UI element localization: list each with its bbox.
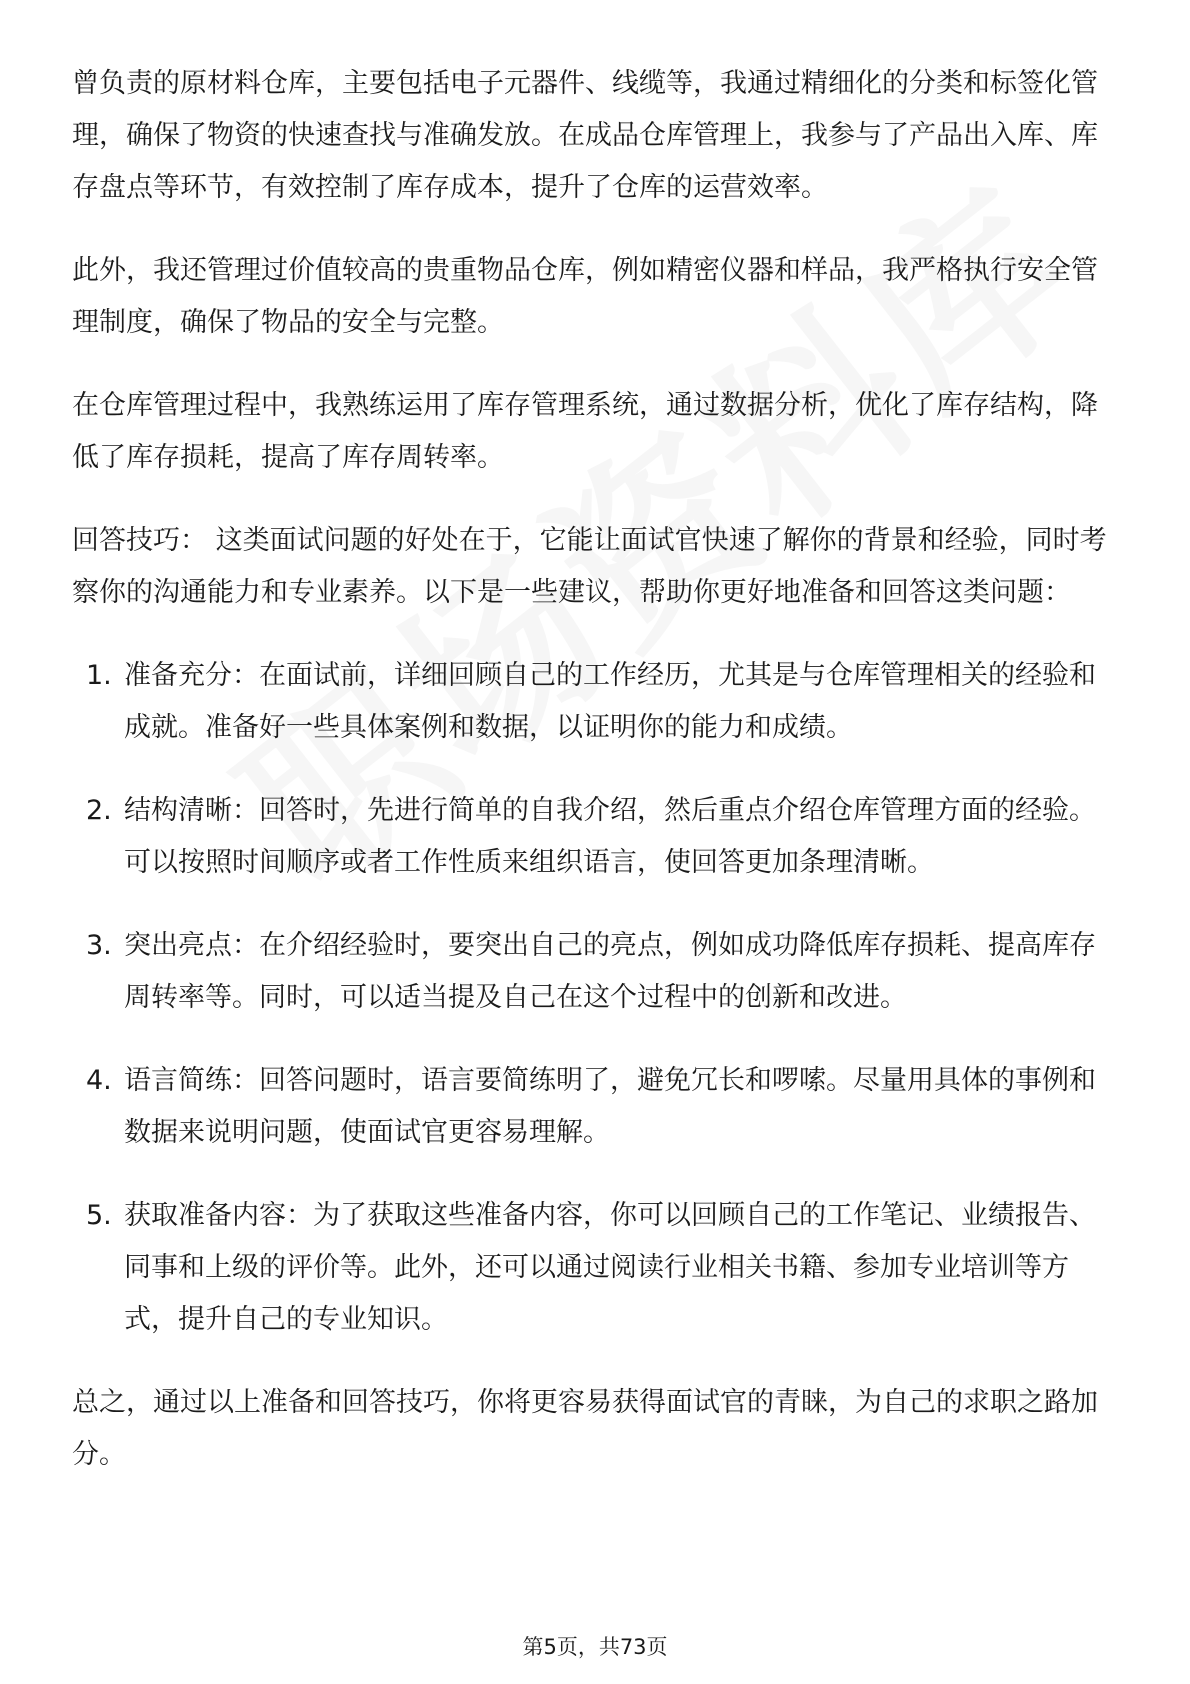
list-item-text: 语言简练：回答问题时，语言要简练明了，避免冗长和啰嗦。尽量用具体的事例和数据来说明问题，使面试官更容易理解。 <box>124 1065 1096 1148</box>
paragraph-answer-tips: 回答技巧： 这类面试问题的好处在于，它能让面试官快速了解你的背景和经验，同时考察你的沟通能力和专业素养。以下是一些建议，帮助你更好地准备和回答这类问题： <box>72 525 1107 608</box>
list-item <box>72 650 1122 754</box>
list-item-number: 3. <box>86 930 112 961</box>
list-item <box>72 920 1122 1024</box>
list-item-number: 2. <box>86 795 112 826</box>
paragraph-warehouse-experience: 曾负责的原材料仓库，主要包括电子元器件、线缆等，我通过精细化的分类和标签化管理，确保了物资的快速查找与准确发放。在成品仓库管理上，我参与了产品出入库、库存盘点等环节，有效控制了库存成本，提升了仓库的运营效率。 <box>72 68 1098 203</box>
document-body <box>72 58 1122 1481</box>
paragraph-inventory-system: 在仓库管理过程中，我熟练运用了库存管理系统，通过数据分析，优化了库存结构，降低了库存损耗，提高了库存周转率。 <box>72 390 1098 473</box>
list-item-text: 结构清晰：回答时，先进行简单的自我介绍，然后重点介绍仓库管理方面的经验。可以按照时间顺序或者工作性质来组织语言，使回答更加条理清晰。 <box>124 795 1096 878</box>
list-item <box>72 1190 1122 1346</box>
list-item-number: 4. <box>86 1065 112 1096</box>
list-item-number: 1. <box>86 660 112 691</box>
list-item <box>72 785 1122 889</box>
list-item-number: 5. <box>86 1200 112 1231</box>
list-item-text: 获取准备内容：为了获取这些准备内容，你可以回顾自己的工作笔记、业绩报告、同事和上级的评价等。此外，还可以通过阅读行业相关书籍、参加专业培训等方式，提升自己的专业知识。 <box>124 1200 1096 1335</box>
list-item-text: 准备充分：在面试前，详细回顾自己的工作经历，尤其是与仓库管理相关的经验和成就。准备好一些具体案例和数据，以证明你的能力和成绩。 <box>124 660 1096 743</box>
list-item <box>72 1055 1122 1159</box>
tips-list <box>72 650 1122 1346</box>
page-number-footer: 第5页，共73页 <box>522 1635 668 1659</box>
paragraph-conclusion: 总之，通过以上准备和回答技巧，你将更容易获得面试官的青睐，为自己的求职之路加分。 <box>72 1387 1098 1470</box>
paragraph-valuables-warehouse: 此外，我还管理过价值较高的贵重物品仓库，例如精密仪器和样品，我严格执行安全管理制度，确保了物品的安全与完整。 <box>72 255 1098 338</box>
list-item-text: 突出亮点：在介绍经验时，要突出自己的亮点，例如成功降低库存损耗、提高库存周转率等。同时，可以适当提及自己在这个过程中的创新和改进。 <box>124 930 1096 1013</box>
